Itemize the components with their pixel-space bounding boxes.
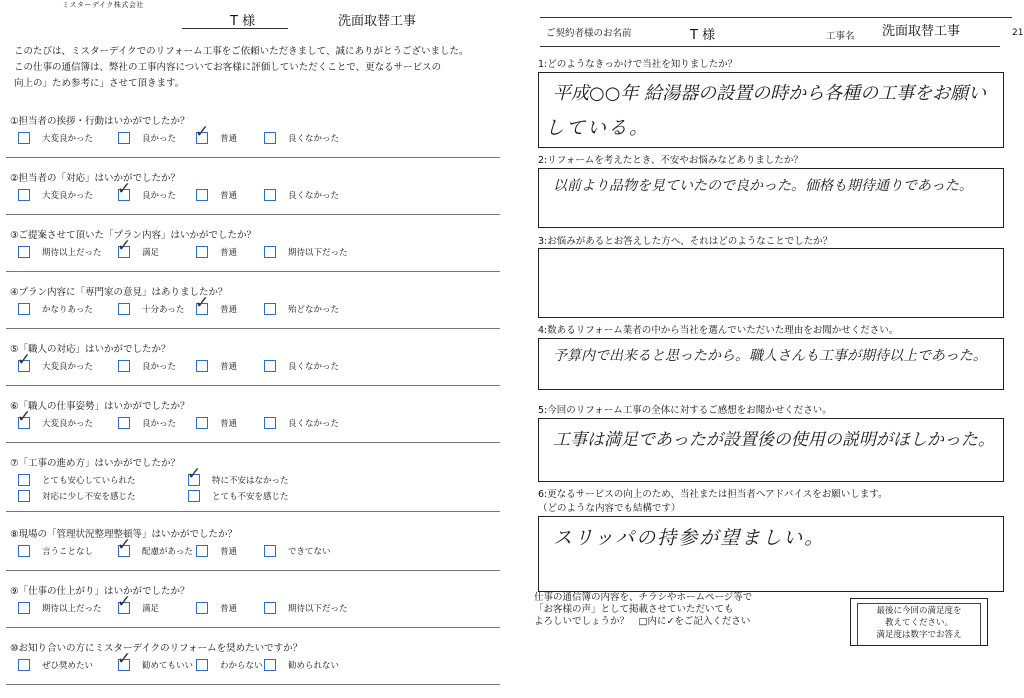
option-row [10,592,500,622]
divider [6,271,500,272]
question-block [10,113,500,152]
check-mark-icon: ✓ [195,293,210,313]
option-label: 良くなかった [288,134,340,144]
handwritten-answer: 平成○○年 給湯器の設置の時から各種の工事をお願い [553,83,987,104]
checkbox[interactable] [18,132,30,144]
footer-line: 「お客様の声」として掲載させていただいても [534,604,734,615]
answer-option[interactable] [117,236,160,258]
option-label: 十分あった [142,305,185,315]
checkbox[interactable] [195,122,210,144]
option-label: 大変良かった [42,362,94,372]
answer-option[interactable] [18,246,102,258]
publish-consent-text [534,592,752,628]
divider [6,570,500,571]
handwritten-answer: 以前より品物を見ていたので良かった。価格も期待通りであった。 [553,178,973,194]
intro-line: 向上の」ため参考に」させて頂きます。 [14,78,185,89]
option-label: 普通 [220,191,238,201]
answer-option[interactable] [196,360,237,372]
answer-option[interactable] [18,545,93,557]
answer-option[interactable] [196,417,237,429]
option-label: 良かった [142,191,177,201]
checkbox[interactable] [118,417,130,429]
divider [6,511,500,512]
option-label: 期待以上だった [42,248,102,258]
open-question-title: 4:数あるリフォーム業者の中から当社を選んでいただいた理由をお聞かせください。 [538,325,899,336]
option-label: 普通 [220,305,238,315]
checkbox[interactable] [196,602,208,614]
option-label: 大変良かった [42,419,94,429]
question-block [10,583,500,622]
answer-option[interactable] [196,602,237,614]
work-name-right: 洗面取替工事 [878,20,964,39]
check-mark-icon: ✓ [195,122,210,142]
checkbox[interactable] [264,132,276,144]
answer-option[interactable] [18,659,93,671]
check-mark-icon: ✓ [17,350,32,370]
option-label: 良かった [142,362,177,372]
option-row [10,535,500,565]
option-row [10,350,500,380]
answer-option[interactable] [195,293,238,315]
checkbox[interactable] [117,236,132,258]
answer-option[interactable] [196,545,237,557]
divider [6,442,500,443]
checkbox[interactable] [118,303,130,315]
question-block [10,455,500,508]
option-row [10,407,500,437]
checkbox[interactable] [264,417,276,429]
checkbox[interactable] [117,592,132,614]
answer-option[interactable] [196,246,237,258]
checkbox[interactable] [117,649,132,671]
intro-line: この仕事の通信簿は、弊社の工事内容についてお客様に評価していただくことで、更なるサービスの [14,62,442,73]
divider [6,684,500,685]
answer-option[interactable] [264,189,339,201]
answer-option[interactable] [118,132,176,144]
satisfaction-box [850,598,988,646]
question-title: ③ご提案させて頂いた「プラン内容」はいかがでしたか？ [10,230,257,241]
answer-box[interactable] [538,248,1004,318]
checkbox[interactable] [118,360,130,372]
answer-option[interactable] [18,490,136,502]
option-label: とても不安を感じた [212,492,289,502]
checkbox[interactable] [196,545,208,557]
customer-underline [182,28,288,29]
question-title: ①担当者の挨拶・行動はいかがでしたか？ [10,116,190,127]
checkbox[interactable] [264,545,276,557]
check-mark-icon: ✓ [117,236,132,256]
question-title: ⑤「職人の対応」はいかがでしたか？ [10,344,171,355]
open-question-subtitle: （どのような内容でも結構です） [538,503,681,514]
divider [6,385,500,386]
checkbox[interactable] [17,407,32,429]
divider [6,157,500,158]
option-label: 対応に少し不安を感じた [42,492,136,502]
checkbox[interactable] [196,246,208,258]
option-row [10,293,500,323]
handwritten-answer: 予算内で出来ると思ったから。職人さんも工事が期待以上であった。 [553,348,987,364]
option-label: 期待以下だった [288,248,348,258]
header-top-line [540,17,1012,18]
option-label: 期待以上だった [42,604,102,614]
answer-option[interactable] [18,303,93,315]
answer-box[interactable] [538,168,1004,228]
question-block [10,341,500,380]
checkbox[interactable] [118,132,130,144]
option-row [10,649,500,679]
answer-option[interactable] [264,303,339,315]
option-label: できてない [288,547,331,557]
answer-option[interactable] [17,407,94,429]
answer-option[interactable] [117,179,177,201]
check-mark-icon: ✓ [17,407,32,427]
satisfaction-line: 教えてください。 [884,618,953,628]
checkbox[interactable] [264,303,276,315]
open-question-title: 5:今回のリフォーム工事の全体に対するご感想をお聞かせください。 [538,405,832,416]
answer-option[interactable] [117,649,194,671]
checkbox[interactable] [264,189,276,201]
question-title: ⑧現場の「管理状況整理整頓等」はいかがでしたか？ [10,529,238,540]
answer-box[interactable] [538,338,1004,390]
answer-option[interactable] [17,350,94,372]
open-question-title: 6:更なるサービスの向上のため、当社または担当者へアドバイスをお願いします。 [538,489,888,500]
answer-box[interactable] [538,418,1004,482]
option-label: 良かった [142,419,177,429]
handwritten-answer: している。 [545,117,651,139]
option-label: 満足 [142,248,160,258]
answer-option[interactable] [264,602,348,614]
open-question-title: 2:リフォームを考えたとき、不安やお悩みなどありましたか？ [538,155,803,166]
question-block [10,170,500,209]
checkbox[interactable] [18,303,30,315]
answer-option[interactable] [196,659,263,671]
question-title: ⑦「工事の進め方」はいかがでしたか？ [10,458,181,469]
divider [6,214,500,215]
option-label: わからない [220,661,263,671]
question-title: ⑥「職人の仕事姿勢」はいかがでしたか？ [10,401,190,412]
check-mark-icon: ✓ [117,592,132,612]
checkbox[interactable] [187,464,202,486]
checkbox[interactable] [18,246,30,258]
satisfaction-line: 最後に今回の満足度を [876,606,962,616]
answer-option[interactable] [264,417,339,429]
question-title: ⑨「仕事の仕上がり」はいかがでしたか？ [10,586,190,597]
check-mark-icon: ✓ [117,535,132,555]
question-block [10,227,500,266]
question-block [10,640,500,679]
answer-option[interactable] [187,464,289,486]
option-label: 普通 [220,362,238,372]
intro-line: このたびは、ミスターデイクでのリフォーム工事をご依頼いただきまして、誠にありがとうございました。 [14,46,469,57]
satisfaction-inner-frame [857,603,981,646]
option-label: 普通 [220,134,238,144]
question-title: ②担当者の「対応」はいかがでしたか？ [10,173,181,184]
checkbox[interactable] [196,360,208,372]
check-mark-icon: ✓ [187,464,202,484]
answer-option[interactable] [118,303,184,315]
open-question-title: 1:どのようなきっかけで当社を知りましたか？ [538,59,738,70]
answer-option[interactable] [196,189,237,201]
question-block [10,526,500,565]
checkbox[interactable] [196,189,208,201]
answer-option[interactable] [188,490,289,502]
answer-option[interactable] [264,132,339,144]
option-label: とても安心していられた [42,476,136,486]
answer-option[interactable] [117,592,160,614]
question-title: ④プラン内容に「専門家の意見」はありましたか？ [10,287,228,298]
answer-option[interactable] [18,132,93,144]
option-label: 配慮があった [142,547,193,557]
customer-name: T 様 [230,14,256,29]
option-label: 満足 [142,604,160,614]
answer-option[interactable] [195,122,238,144]
option-label: 期待以下だった [288,604,348,614]
work-label: 工事名 [826,31,855,42]
option-label: 勧めてもいい [142,661,194,671]
answer-option[interactable] [264,360,339,372]
option-label: 普通 [220,604,238,614]
option-label: 勧められない [288,661,340,671]
option-label: 大変良かった [42,134,94,144]
option-label: 良かった [142,134,177,144]
option-label: 普通 [220,547,238,557]
answer-option[interactable] [18,474,136,486]
checkbox[interactable] [18,602,30,614]
option-row [10,179,500,209]
satisfaction-line: 満足度は数字でお答え [876,630,962,640]
checkbox[interactable] [18,545,30,557]
work-suffix: 21 [1012,28,1024,38]
checkbox[interactable] [264,659,276,671]
option-label: 良くなかった [288,419,340,429]
customer-label: ご契約者様のお名前 [546,28,632,39]
company-name: ミスターデイク株式会社 [62,1,144,9]
handwritten-answer: 工事は満足であったが設置後の使用の説明がほしかった。 [553,430,995,450]
checkbox[interactable] [264,360,276,372]
option-label: 大変良かった [42,191,94,201]
checkbox[interactable] [18,474,30,486]
answer-option[interactable] [264,659,339,671]
option-row [10,464,500,508]
intro-text [14,44,494,92]
option-label: 普通 [220,419,238,429]
checkbox[interactable] [18,189,30,201]
answer-option[interactable] [264,246,348,258]
option-label: 普通 [220,248,238,258]
divider [6,328,500,329]
checkbox[interactable] [195,293,210,315]
checkbox[interactable] [117,179,132,201]
option-label: 良くなかった [288,191,340,201]
checkbox[interactable] [18,490,30,502]
option-label: 殆どなかった [288,305,340,315]
header-bottom-line [540,46,1000,47]
survey-sheet-right [512,0,1024,698]
question-title: ⑩お知り合いの方にミスターデイクのリフォームを奨めたいですか？ [10,643,303,654]
check-mark-icon: ✓ [117,649,132,669]
answer-option[interactable] [118,360,176,372]
answer-option[interactable] [117,535,193,557]
option-label: かなりあった [42,305,93,315]
checkbox[interactable] [264,602,276,614]
checkbox[interactable] [264,246,276,258]
option-label: 特に不安はなかった [212,476,289,486]
check-mark-icon: ✓ [117,179,132,199]
checkbox[interactable] [196,417,208,429]
option-row [10,122,500,152]
checkbox[interactable] [17,350,32,372]
answer-option[interactable] [18,189,93,201]
question-block [10,398,500,437]
option-label: ぜひ奨めたい [42,661,94,671]
handwritten-answer: スリッパの持参が望ましい。 [553,527,826,549]
footer-line: 仕事の通信簿の内容を、チラシやホームページ等で [534,592,753,603]
checkbox[interactable] [196,659,208,671]
answer-box[interactable] [538,516,1004,592]
customer-name-right: T 様 [690,28,716,43]
checkbox[interactable] [117,535,132,557]
divider [6,627,500,628]
checkbox[interactable] [18,659,30,671]
answer-box[interactable] [538,72,1004,148]
checkbox[interactable] [188,490,200,502]
answer-option[interactable] [264,545,331,557]
option-label: 言うことなし [42,547,94,557]
option-row [10,236,500,266]
question-block [10,284,500,323]
open-question-title: 3:お悩みがあるとお答えした方へ、それはどのようなことでしたか？ [538,236,833,247]
option-label: 良くなかった [288,362,340,372]
footer-line: よろしいでしょうか？ □内に✓をご記入ください [534,616,751,627]
work-name: 洗面取替工事 [338,14,417,29]
answer-option[interactable] [118,417,176,429]
answer-option[interactable] [18,602,102,614]
